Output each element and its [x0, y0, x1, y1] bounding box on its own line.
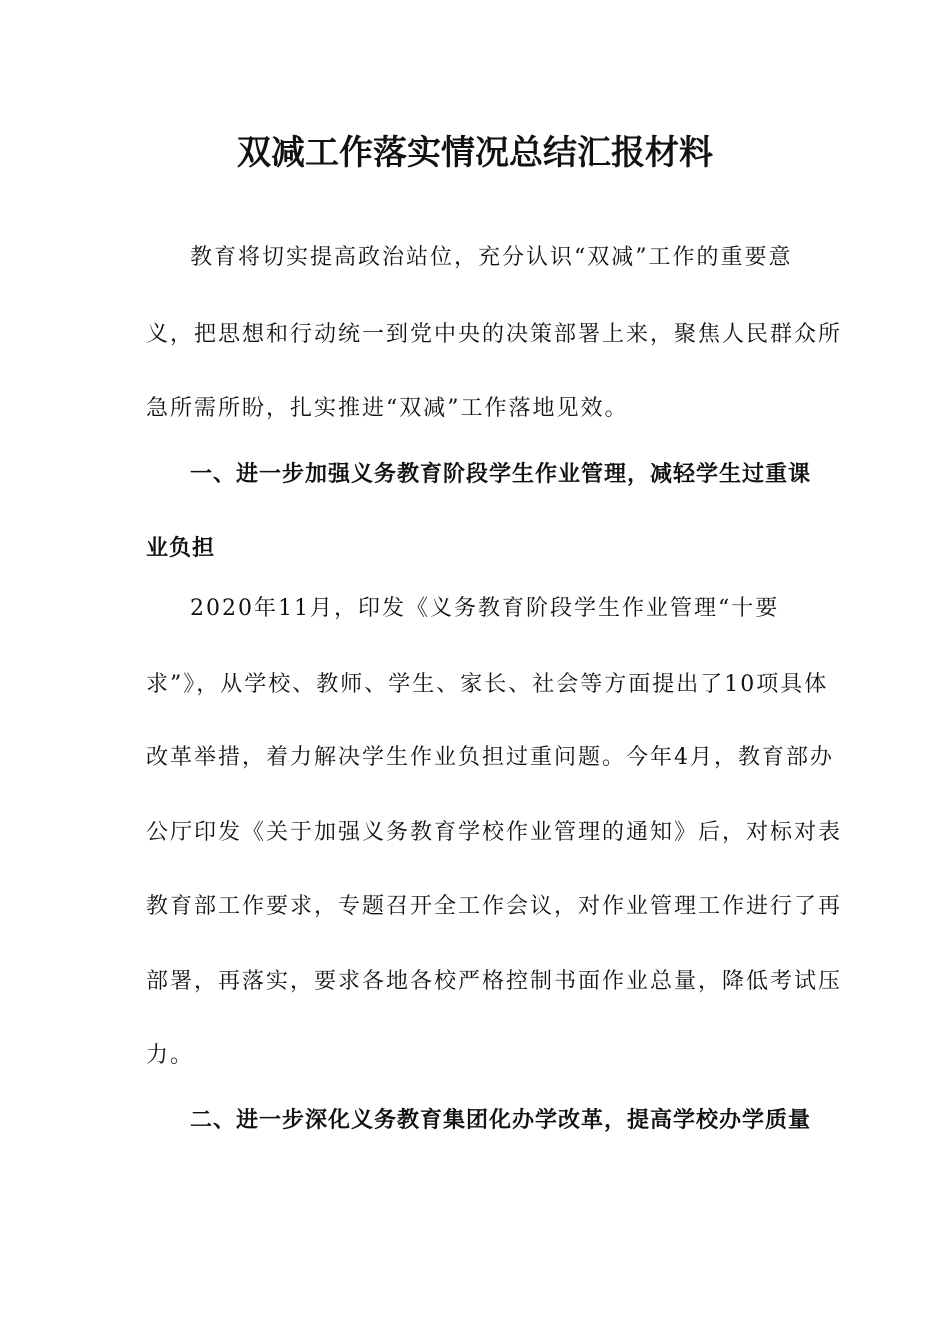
paragraph-line: 改革举措，着力解决学生作业负担过重问题。今年4月，教育部办 [146, 745, 834, 770]
paragraph-line: 2020年11月，印发《义务教育阶段学生作业管理“十要 [190, 596, 780, 621]
paragraph-line: 急所需所盼，扎实推进“双减”工作落地见效。 [146, 396, 629, 421]
paragraph-line: 公厅印发《关于加强义务教育学校作业管理的通知》后，对标对表 [146, 820, 843, 845]
paragraph-line: 力。 [146, 1043, 195, 1068]
paragraph-line: 教育将切实提高政治站位，充分认识“双减”工作的重要意 [190, 245, 793, 270]
paragraph-line: 教育部工作要求，专题召开全工作会议，对作业管理工作进行了再 [146, 894, 843, 919]
paragraph-line: 求”》，从学校、教师、学生、家长、社会等方面提出了10项具体 [146, 672, 829, 697]
paragraph-line: 义，把思想和行动统一到党中央的决策部署上来，聚焦人民群众所 [146, 322, 843, 347]
section-heading-line: 二、进一步深化义务教育集团化办学改革，提高学校办学质量 [190, 1107, 812, 1133]
document-title: 双减工作落实情况总结汇报材料 [237, 133, 713, 173]
paragraph-line: 部署，再落实，要求各地各校严格控制书面作业总量，降低考试压 [146, 969, 843, 994]
section-heading-line: 一、进一步加强义务教育阶段学生作业管理，减轻学生过重课 [190, 461, 812, 487]
section-heading-line: 业负担 [146, 535, 216, 561]
